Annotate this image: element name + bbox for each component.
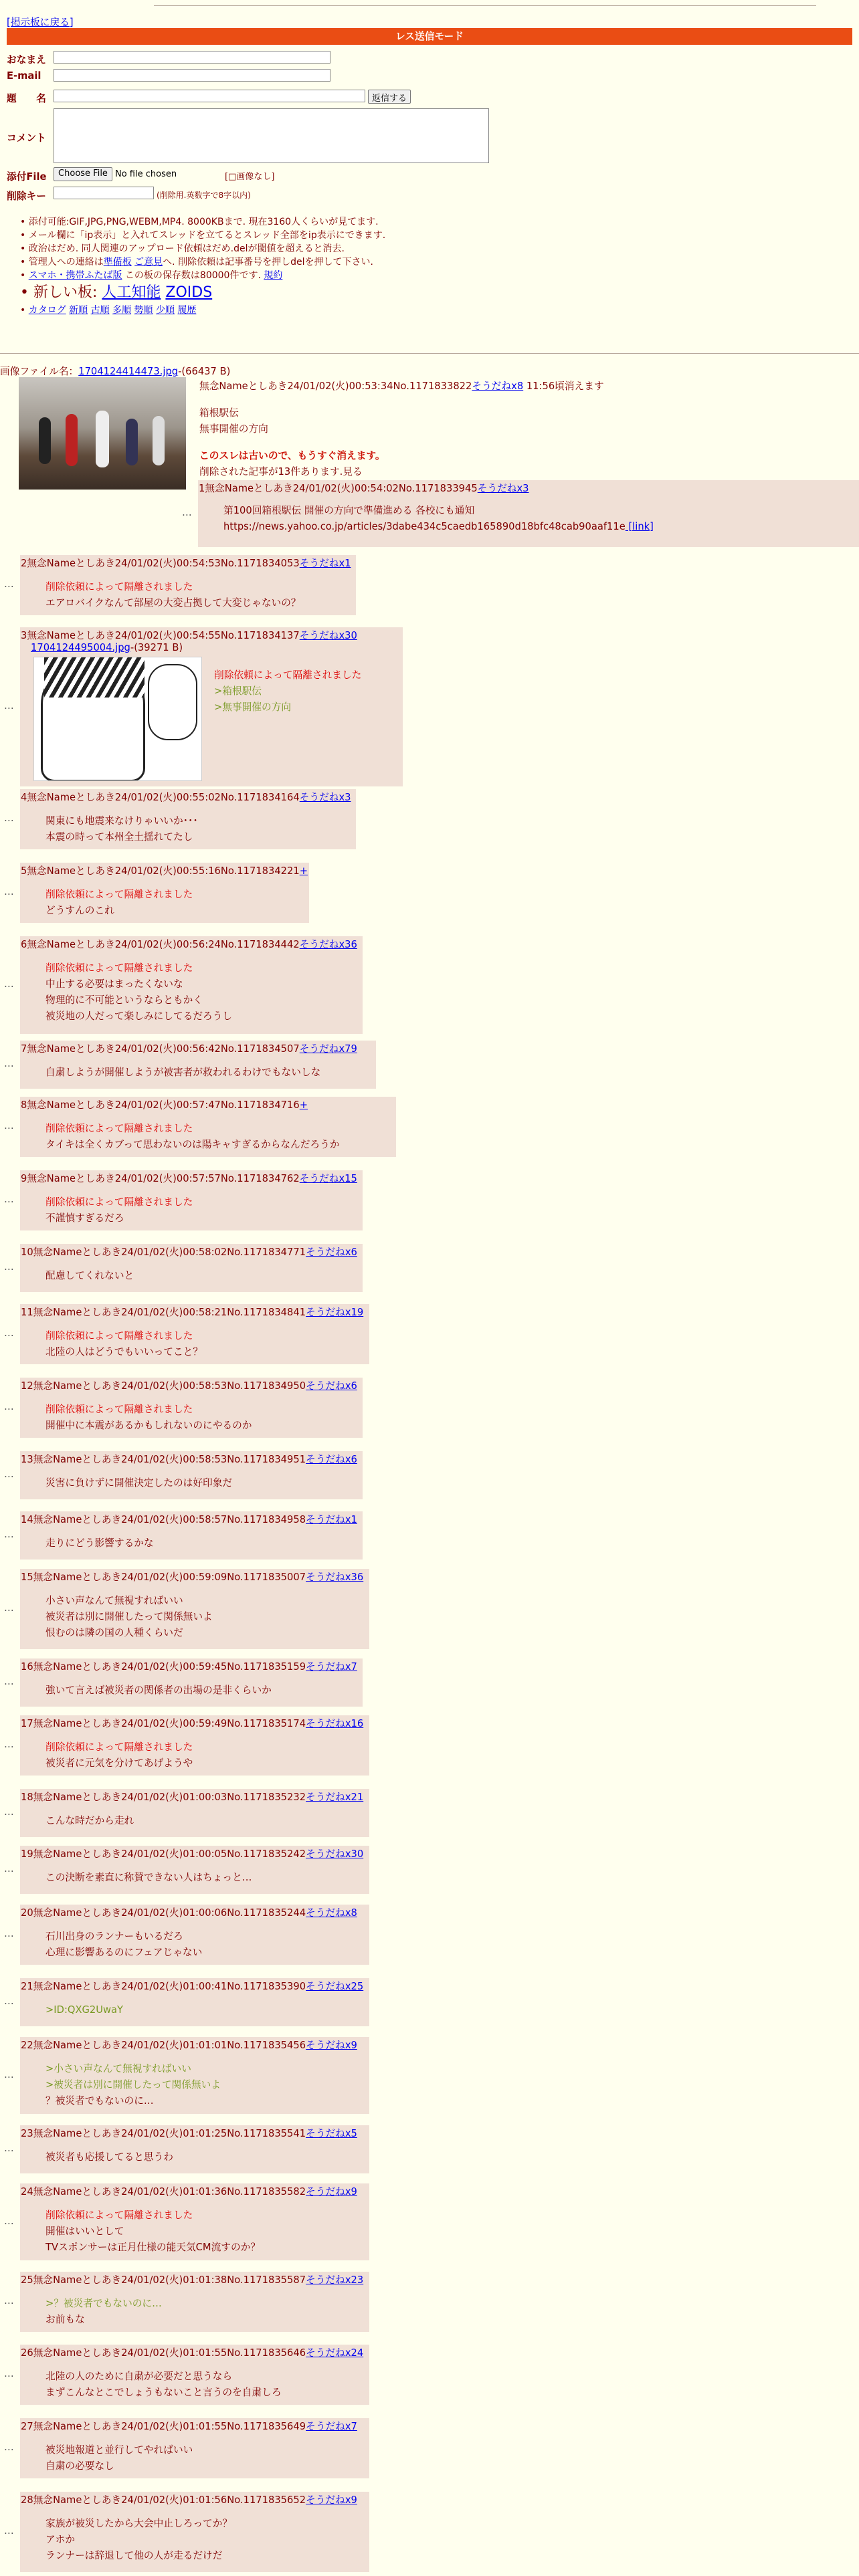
reply-ellipsis: … (4, 1529, 14, 1540)
op-body-line-1: 箱根駅伝 (199, 407, 239, 419)
reply-header (21, 790, 351, 804)
reply-ellipsis: … (4, 2368, 14, 2379)
comment-line: 心理に影響あるのにフェアじゃない (45, 1947, 203, 1958)
email-label: E-mail (7, 70, 41, 82)
reply-ellipsis: … (182, 507, 192, 518)
sodane-button[interactable]: そうだねx15 (299, 1173, 357, 1184)
reply-header (21, 1905, 357, 1919)
reply-header (21, 1245, 357, 1259)
reply-meta[interactable]: 17無念Nameとしあき24/01/02(火)00:59:49No.1171835174 (21, 1718, 306, 1729)
sodane-button[interactable]: + (299, 1099, 308, 1111)
note-1: • 添付可能:GIF,JPG,PNG,WEBM,MP4. 8000KBまで. 現在3160人くらいが見てます. (20, 217, 379, 227)
comment-line: 恨むのは隣の国の人種くらいだ (45, 1627, 183, 1638)
reply-body (45, 1402, 252, 1434)
comment-line: 被災者に元気を分けてあげようや (45, 1757, 193, 1769)
note-new-boards: • 新しい板: 人工知能 ZOIDS (20, 284, 213, 301)
reply-ellipsis: … (4, 1327, 14, 1339)
reply-meta[interactable]: 12無念Nameとしあき24/01/02(火)00:58:53No.1171834950 (21, 1380, 306, 1392)
reply-ellipsis: … (4, 2525, 14, 2537)
reply-body (45, 1121, 339, 1153)
reply-body (45, 2369, 282, 2401)
reply-post (20, 2125, 369, 2173)
sodane-button[interactable]: そうだねx3 (299, 792, 351, 803)
back-to-board-link[interactable]: [掲示板に戻る] (7, 17, 74, 28)
quote-line: >小さい声なんて無視すればいい (45, 2063, 191, 2074)
quote-line: >箱根駅伝 (214, 685, 262, 697)
deletion-notice: 削除依頼によって隔離されました (45, 1330, 193, 1341)
delete-key-note: (削除用.英数字で8字以内) (157, 191, 251, 200)
reply-post (20, 1097, 396, 1157)
reply-header (21, 628, 357, 642)
comment-label: コメント (7, 132, 46, 144)
op-file-link[interactable]: 1704124414473.jpg (78, 366, 179, 377)
reply-file-link[interactable]: 1704124495004.jpg (31, 642, 130, 653)
reply-body (214, 667, 361, 716)
reply-meta[interactable]: 20無念Nameとしあき24/01/02(火)01:00:06No.1171835244 (21, 1907, 306, 1919)
reply-body (45, 960, 232, 1025)
reply-post (20, 2183, 369, 2260)
sodane-button[interactable]: そうだねx3 (477, 483, 529, 494)
reply-header (21, 1979, 363, 1993)
reply-header (21, 1846, 363, 1860)
reply-ellipsis: … (4, 700, 14, 712)
reply-header (21, 2419, 357, 2433)
comment-line: 関東にも地震来なけりゃいいか･･･ (45, 815, 198, 827)
sodane-button[interactable]: そうだねx1 (306, 1514, 357, 1525)
op-body-line-2: 無事開催の方向 (199, 423, 268, 435)
form-mode-banner: レス送信モード (7, 28, 852, 45)
reply-ellipsis: … (4, 2295, 14, 2306)
reply-body (45, 1593, 213, 1641)
reply-header (21, 1041, 357, 1055)
reply-body (45, 579, 301, 611)
reply-meta[interactable]: 22無念Nameとしあき24/01/02(火)01:01:01No.1171835456 (21, 2040, 306, 2051)
comment-line: 開催中に本震があるかもしれないのにやるのか (45, 1420, 252, 1431)
sodane-button[interactable]: そうだねx19 (306, 1307, 364, 1318)
reply-post (20, 1041, 376, 1089)
reply-meta[interactable]: 3無念Nameとしあき24/01/02(火)00:54:55No.1171834137 (21, 630, 300, 641)
reply-image-thumbnail[interactable] (33, 657, 202, 781)
op-file-line: 画像ファイル名：1704124414473.jpg-(66437 B) (0, 366, 231, 377)
deletion-notice: 削除依頼によって隔離されました (45, 581, 193, 593)
reply-header (199, 481, 529, 495)
reply-form (7, 28, 852, 45)
comment-line: 石川出身のランナーもいるだろ (45, 1931, 183, 1942)
reply-meta[interactable]: 14無念Nameとしあき24/01/02(火)00:58:57No.1171834958 (21, 1514, 306, 1525)
reply-post (20, 936, 363, 1034)
reply-body (45, 2149, 173, 2165)
reply-meta[interactable]: 2無念Nameとしあき24/01/02(火)00:54:53No.1171834053 (21, 558, 300, 569)
reply-ellipsis: … (4, 2442, 14, 2453)
reply-header (21, 556, 351, 570)
reply-body (223, 503, 654, 535)
sort-old-link[interactable]: 古順 (90, 305, 110, 316)
thread-divider (0, 353, 859, 354)
comment-line: タイキは全くカブって思わないのは陽キャすぎるからなんだろうか (45, 1139, 340, 1150)
reply-header (21, 1790, 363, 1804)
reply-header (21, 2038, 357, 2052)
zoids-board-link[interactable]: ZOIDS (165, 284, 213, 301)
reply-post (20, 2492, 369, 2572)
reply-body (45, 1929, 202, 1961)
comment-line: 被災者は別に開催したって関係無いよ (45, 1611, 213, 1622)
deleted-count-notice[interactable]: 削除された記事が13件あります.見る (199, 466, 363, 477)
reply-body (45, 2002, 123, 2018)
reply-post (20, 863, 309, 923)
comment-line: どうすんのこれ (45, 905, 114, 916)
comment-line: https://news.yahoo.co.jp/articles/3dabe434c5caedb165890d18bfc48cab90aaf11e [link] (223, 521, 654, 532)
sort-few-link[interactable]: 少順 (155, 305, 175, 316)
reply-meta[interactable]: 9無念Nameとしあき24/01/02(火)00:57:57No.1171834762 (21, 1173, 300, 1184)
reply-meta[interactable]: 21無念Nameとしあき24/01/02(火)01:00:41No.1171835390 (21, 1981, 306, 1992)
reply-post (20, 1715, 369, 1776)
comment-line: 本震の時って本州全土揺れてたし (45, 831, 193, 843)
reply-header (21, 937, 357, 951)
sodane-button[interactable]: そうだねx16 (306, 1718, 364, 1729)
reply-header (21, 1512, 357, 1526)
reply-ellipsis: … (4, 1120, 14, 1132)
note-catalog: • カタログ 新順 古順 多順 勢順 少順 履歴 (20, 305, 197, 316)
sodane-button[interactable]: そうだねx25 (306, 1981, 364, 1992)
sodane-button[interactable]: そうだねx5 (306, 2128, 357, 2139)
subject-input[interactable] (54, 90, 365, 102)
reply-post (20, 1789, 369, 1837)
op-image-thumbnail[interactable] (19, 377, 186, 490)
comment-line: 中止する必要はまったくないな (45, 978, 183, 990)
reply-ellipsis: … (4, 2143, 14, 2154)
name-label: おなまえ (7, 54, 46, 66)
reply-post (20, 627, 403, 786)
op-header: 無念Nameとしあき24/01/02(火)00:53:34No.1171833822そうだねx8 11:56頃消えます (199, 381, 604, 392)
reply-post (20, 1658, 363, 1707)
comment-textarea[interactable] (54, 108, 489, 163)
reply-post (20, 1170, 363, 1230)
comment-line: 北陸の人はどうでもいいってこと？ (45, 1346, 203, 1358)
comment-line: 自粛の必要なし (45, 2460, 114, 2472)
comment-line: お前もな (45, 2314, 85, 2325)
comment-line: 配慮してくれないと (45, 1270, 134, 1281)
comment-line: アホか (45, 2534, 76, 2545)
catalog-link[interactable]: カタログ (28, 305, 66, 316)
sort-many-link[interactable]: 多順 (112, 305, 132, 316)
reply-meta[interactable]: 11無念Nameとしあき24/01/02(火)00:58:21No.1171834841 (21, 1307, 306, 1318)
sodane-button[interactable]: そうだねx6 (306, 1454, 357, 1465)
reply-header (21, 2492, 357, 2506)
reply-ellipsis: … (4, 1261, 14, 1273)
reply-body (45, 2516, 232, 2564)
reply-meta[interactable]: 27無念Nameとしあき24/01/02(火)01:01:55No.1171835649 (21, 2421, 306, 2432)
reply-meta[interactable]: 23無念Nameとしあき24/01/02(火)01:01:25No.1171835541 (21, 2128, 306, 2139)
reply-post (20, 1511, 363, 1560)
external-link[interactable]: [link] (625, 521, 654, 532)
sodane-button[interactable]: そうだねx8 (306, 1907, 357, 1919)
reply-meta[interactable]: 16無念Nameとしあき24/01/02(火)00:59:45No.1171835159 (21, 1661, 306, 1673)
reply-ellipsis: … (4, 1401, 14, 1412)
quote-line: >ID:QXG2UwaY (45, 2004, 123, 2016)
note-4: • 管理人への連絡は準備板 ご意見へ. 削除依頼は記事番号を押しdelを押して下さい. (20, 257, 373, 267)
reply-header (21, 1570, 363, 1584)
sodane-button[interactable]: + (299, 865, 308, 877)
reply-header (21, 863, 308, 877)
reply-header (21, 1097, 308, 1111)
reply-meta[interactable]: 15無念Nameとしあき24/01/02(火)00:59:09No.1171835007 (21, 1572, 306, 1583)
reply-header (21, 1378, 357, 1392)
quote-line: >無事開催の方向 (214, 702, 292, 713)
comment-line: 災害に負けずに開催決定したのは好印象だ (45, 1477, 233, 1489)
sodane-button[interactable]: そうだねx1 (299, 558, 351, 569)
comment-line: 強いて言えば被災者の関係者の出場の是非くらいか (45, 1685, 272, 1696)
delete-key-input[interactable] (54, 187, 154, 199)
reply-meta[interactable]: 5無念Nameとしあき24/01/02(火)00:55:16No.1171834221 (21, 865, 300, 877)
reply-meta[interactable]: 28無念Nameとしあき24/01/02(火)01:01:56No.1171835652 (21, 2494, 306, 2506)
reply-meta[interactable]: 7無念Nameとしあき24/01/02(火)00:56:42No.1171834507 (21, 1043, 300, 1055)
sodane-button[interactable]: そうだねx24 (306, 2347, 364, 2359)
reply-meta[interactable]: 6無念Nameとしあき24/01/02(火)00:56:24No.1171834442 (21, 939, 300, 950)
reply-post (20, 2345, 369, 2405)
reply-post (20, 1978, 369, 2026)
sort-momentum-link[interactable]: 勢順 (134, 305, 153, 316)
sodane-button[interactable]: そうだねx9 (306, 2040, 357, 2051)
deletion-notice: 削除依頼によって隔離されました (45, 889, 193, 900)
reply-post (20, 1846, 369, 1894)
reply-body (45, 2442, 193, 2474)
note-2: • メール欄に「ip表示」と入れてスレッドを立てるとスレッド全部をip表示にできます. (20, 230, 386, 241)
reply-body (45, 2208, 260, 2256)
delete-key-label: 削除キー (7, 191, 46, 202)
deletion-notice: 削除依頼によって隔離されました (45, 1196, 193, 1208)
deletion-notice: 削除依頼によって隔離されました (45, 2210, 193, 2221)
comment-line: TVスポンサーは正月仕様の能天気CM流すのか？ (45, 2242, 261, 2253)
reply-meta[interactable]: 19無念Nameとしあき24/01/02(火)01:00:05No.1171835242 (21, 1848, 306, 1860)
sodane-button[interactable]: そうだねx36 (306, 1572, 364, 1583)
reply-post (198, 480, 859, 547)
sodane-button[interactable]: そうだねx30 (299, 630, 357, 641)
comment-line: 走りにどう影響するかな (45, 1537, 154, 1549)
deletion-notice: 削除依頼によって隔離されました (214, 669, 362, 681)
reply-header (21, 2184, 357, 2198)
comment-line: ？被災者でもないのに… (45, 2095, 154, 2107)
ai-board-link[interactable]: 人工知能 (102, 284, 161, 301)
no-file-text: No file chosen (115, 169, 177, 179)
board-notes (20, 215, 385, 317)
reply-ellipsis: … (4, 1863, 14, 1874)
email-input[interactable] (54, 69, 330, 82)
reply-ellipsis: … (4, 1058, 14, 1069)
sodane-button[interactable]: そうだねx23 (306, 2274, 364, 2286)
comment-line: 被災者も応援してると思うわ (45, 2151, 173, 2163)
note-5: • スマホ・携帯ふたば版 この板の保存数は80000件です. 規約 (20, 270, 283, 281)
reply-ellipsis: … (4, 2215, 14, 2227)
reply-header (21, 1659, 357, 1673)
reply-meta[interactable]: 1無念Nameとしあき24/01/02(火)00:54:02No.1171833945 (199, 483, 478, 494)
reply-meta[interactable]: 24無念Nameとしあき24/01/02(火)01:01:36No.1171835582 (21, 2186, 306, 2197)
sort-new-link[interactable]: 新順 (69, 305, 88, 316)
reply-header (21, 2272, 363, 2286)
sodane-button[interactable]: そうだねx36 (299, 939, 357, 950)
reply-body (45, 1870, 252, 1886)
reply-post (20, 1905, 369, 1965)
reply-ellipsis: … (4, 1194, 14, 1205)
reply-meta[interactable]: 25無念Nameとしあき24/01/02(火)01:01:38No.1171835587 (21, 2274, 306, 2286)
reply-post (20, 1569, 369, 1649)
reply-post (20, 1304, 369, 1364)
reply-meta[interactable]: 8無念Nameとしあき24/01/02(火)00:57:47No.1171834716 (21, 1099, 300, 1111)
old-thread-warning: このスレは古いので、もうすぐ消えます。 (199, 450, 385, 461)
sodane-button[interactable]: そうだねx30 (306, 1848, 364, 1860)
reply-body (45, 887, 193, 919)
reply-meta[interactable]: 13無念Nameとしあき24/01/02(火)00:58:53No.1171834951 (21, 1454, 306, 1465)
deletion-notice: 削除依頼によって隔離されました (45, 1123, 193, 1134)
reply-ellipsis: … (4, 1806, 14, 1818)
reply-post (20, 1244, 363, 1292)
reply-file-size: -(39271 B) (130, 642, 183, 653)
sodane-button[interactable]: そうだねx7 (306, 1661, 357, 1673)
reply-meta[interactable]: 26無念Nameとしあき24/01/02(火)01:01:55No.1171835646 (21, 2347, 306, 2359)
reply-ellipsis: … (4, 978, 14, 990)
deletion-notice: 削除依頼によって隔離されました (45, 1404, 193, 1415)
sodane-button[interactable]: そうだねx21 (306, 1792, 364, 1803)
reply-body (45, 1268, 134, 1284)
reply-body (45, 1065, 320, 1081)
reply-ellipsis: … (4, 1739, 14, 1750)
reply-ellipsis: … (4, 813, 14, 824)
reply-meta[interactable]: 4無念Nameとしあき24/01/02(火)00:55:02No.1171834164 (21, 792, 300, 803)
reply-header (21, 1716, 363, 1730)
reply-body (45, 1194, 193, 1226)
reply-post (20, 789, 356, 849)
reply-ellipsis: … (4, 886, 14, 897)
name-input[interactable] (54, 51, 330, 64)
top-divider (154, 5, 816, 6)
reply-body (45, 1739, 193, 1772)
reply-meta[interactable]: 10無念Nameとしあき24/01/02(火)00:58:02No.1171834771 (21, 1247, 306, 1258)
reply-body (45, 1813, 134, 1829)
history-link[interactable]: 履歴 (177, 305, 197, 316)
reply-body (45, 1535, 154, 1551)
prep-board-link[interactable]: 準備板 (103, 257, 132, 267)
sodane-button[interactable]: そうだねx6 (306, 1380, 357, 1392)
comment-line: こんな時だから走れ (45, 1815, 134, 1826)
deletion-notice: 削除依頼によって隔離されました (45, 1741, 193, 1753)
note-3: • 政治はだめ. 同人関連のアップロード依頼はだめ.delが閾値を超えると消去. (20, 243, 345, 254)
reply-header (21, 1305, 363, 1319)
reply-ellipsis: … (4, 1602, 14, 1614)
no-image-checkbox[interactable]: [□画像なし] (225, 172, 275, 182)
comment-line: 第100回箱根駅伝 開催の方向で準備進める 各校にも通知 (223, 505, 475, 516)
sodane-button[interactable]: そうだねx7 (306, 2421, 357, 2432)
comment-line: まずこんなとこでしょうもないこと言うのを自粛しろ (45, 2387, 282, 2398)
comment-line: 自粛しようが開催しようが被害者が救われるわけでもないしな (45, 1067, 321, 1078)
subject-label: 題 名 (7, 93, 46, 104)
reply-body (45, 2296, 162, 2328)
reply-post (20, 2037, 369, 2114)
reply-body (45, 1475, 232, 1491)
op-sodane-link[interactable]: そうだねx8 (472, 381, 524, 392)
reply-post (20, 2418, 369, 2478)
comment-line: 物理的に不可能というならともかく (45, 994, 203, 1006)
quote-line: >被災者は別に開催したって関係無いよ (45, 2079, 221, 2090)
comment-line: 開催はいいとして (45, 2226, 124, 2237)
reply-ellipsis: … (4, 1469, 14, 1480)
reply-ellipsis: … (4, 2068, 14, 2080)
submit-reply-button[interactable]: 返信する (368, 90, 411, 104)
reply-body (45, 1683, 272, 1699)
reply-post (20, 555, 356, 615)
rules-link[interactable]: 規約 (264, 270, 283, 281)
comment-line: 被災地報道と並行してやればいい (45, 2444, 193, 2456)
reply-ellipsis: … (4, 578, 14, 590)
quote-line: >？被災者でもないのに… (45, 2298, 162, 2309)
reply-header (21, 2126, 357, 2140)
comment-line: 被災地の人だって楽しみにしてるだろうし (45, 1010, 233, 1022)
deletion-notice: 削除依頼によって隔離されました (45, 962, 193, 974)
reply-ellipsis: … (4, 1996, 14, 2007)
choose-file-button[interactable]: Choose File (54, 167, 112, 181)
comment-line: 不謹慎すぎるだろ (45, 1212, 124, 1224)
comment-line: 北陸の人のために自粛が必要だと思うなら (45, 2371, 233, 2382)
file-label: 添付File (7, 171, 47, 183)
reply-post (20, 1378, 363, 1438)
reply-meta[interactable]: 18無念Nameとしあき24/01/02(火)01:00:03No.1171835232 (21, 1792, 306, 1803)
reply-ellipsis: … (4, 1676, 14, 1687)
sodane-button[interactable]: そうだねx9 (306, 2494, 357, 2506)
sodane-button[interactable]: そうだねx6 (306, 1247, 357, 1258)
comment-line: ランナーは辞退して他の人が走るだけだ (45, 2550, 223, 2561)
feedback-link[interactable]: ご意見 (134, 257, 163, 267)
reply-body (45, 2061, 221, 2109)
reply-header (21, 1171, 357, 1185)
comment-line: 家族が被災したから大会中止しろってか？ (45, 2518, 233, 2529)
sodane-button[interactable]: そうだねx9 (306, 2186, 357, 2197)
reply-body (45, 1328, 203, 1360)
sodane-button[interactable]: そうだねx79 (299, 1043, 357, 1055)
reply-post (20, 2272, 369, 2332)
reply-post (20, 1451, 363, 1499)
reply-body (45, 813, 198, 845)
smartphone-link[interactable]: スマホ・携帯ふたば版 (28, 270, 122, 281)
reply-ellipsis: … (4, 1928, 14, 1939)
comment-line: エアロバイクなんて部屋の大変占拠して大変じゃないの？ (45, 597, 301, 609)
reply-header (21, 1452, 357, 1466)
comment-line: 小さい声なんて無視すればいい (45, 1595, 183, 1606)
reply-file-line (31, 642, 183, 653)
comment-line: この決断を素直に称賛できない人はちょっと… (45, 1872, 252, 1883)
reply-header (21, 2345, 363, 2359)
